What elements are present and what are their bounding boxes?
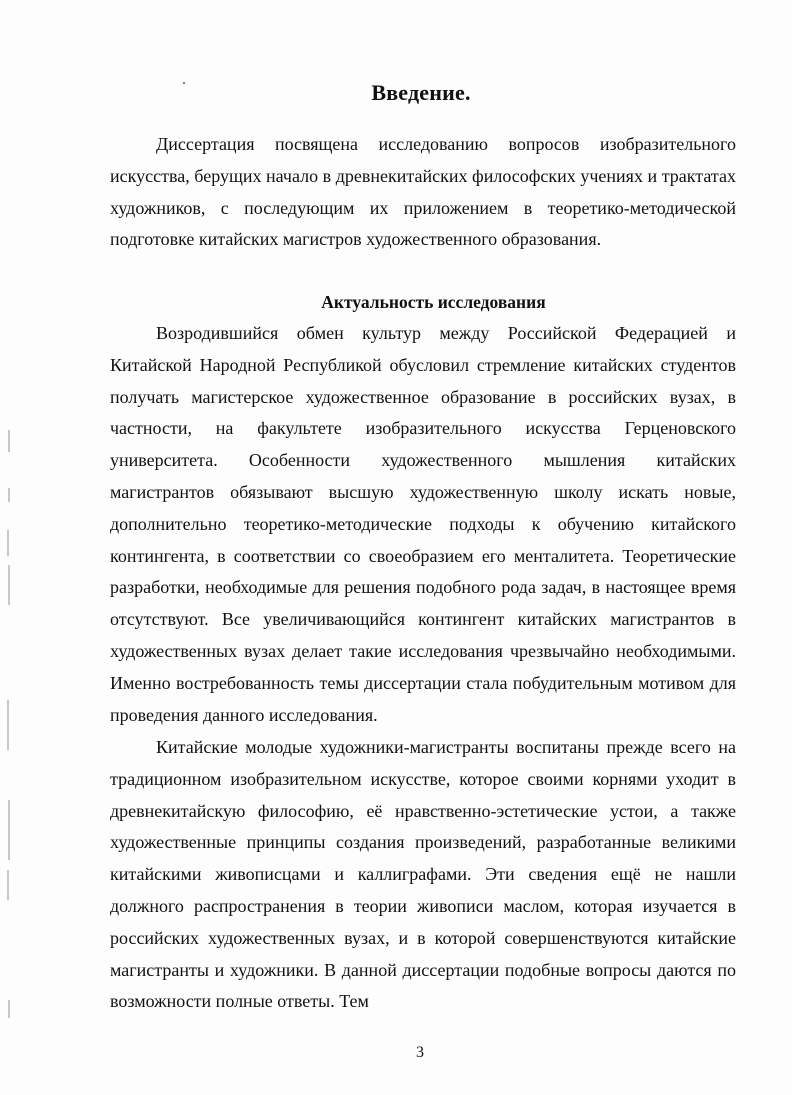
context-paragraph: Китайские молодые художники-магистранты воспитаны прежде всего на традиционном изобразительном искусстве, которое своими корнями уходит в древнекитайскую философию, её нравственно-эстетические устои, а также художественные принципы создания произведений, разработанные великими китайскими живописцами и каллиграфами. Эти сведения ещё не нашли должного распространения в теории живописи маслом, которая изучается в российских художественных вузах, и в которой совершенствуются китайские магистранты и художники. В данной диссертации подобные вопросы даются по возможности полные ответы. Тем [110,737,736,1012]
scan-artifact [8,800,10,860]
scan-artifact [7,700,9,750]
page-number: 3 [416,1044,424,1061]
scan-artifact [7,870,9,900]
scan-artifact [8,565,10,605]
page-title: Введение. [371,80,471,105]
intro-paragraph: Диссертация посвящена исследованию вопросов изобразительного искусства, берущих начало в древнекитайских философских учениях и трактатах художников, с последующим их приложением в теоретико-методической подготовке китайских магистров художественного образования. [110,134,736,250]
scan-artifact [8,430,10,452]
section-heading: Актуальность исследования [321,292,546,312]
scan-artifact [8,1000,10,1018]
relevance-paragraph: Возродившийся обмен культур между Российской Федерацией и Китайской Народной Республикой обусловил стремление китайских студентов получать магистерское художественное образование в российских вузах, в частности, на факультете изобразительного искусства Герценовского университета. Особенности художественного мышления китайских магистрантов обязывают высшую художественную школу искать новые, дополнительно теоретико-методические подходы к обучению китайского контингента, в соответствии со своеобразием его менталитета. Теоретические разработки, необходимые для решения подобного рода задач, в настоящее время отсутствуют. Все увеличивающийся контингент китайских магистрантов в художественных вузах делает такие исследования чрезвычайно необходимыми. Именно востребованность темы диссертации стала побудительным мотивом для проведения данного исследования. [110,323,736,725]
scan-artifact [7,530,9,556]
scan-artifact [8,488,10,502]
